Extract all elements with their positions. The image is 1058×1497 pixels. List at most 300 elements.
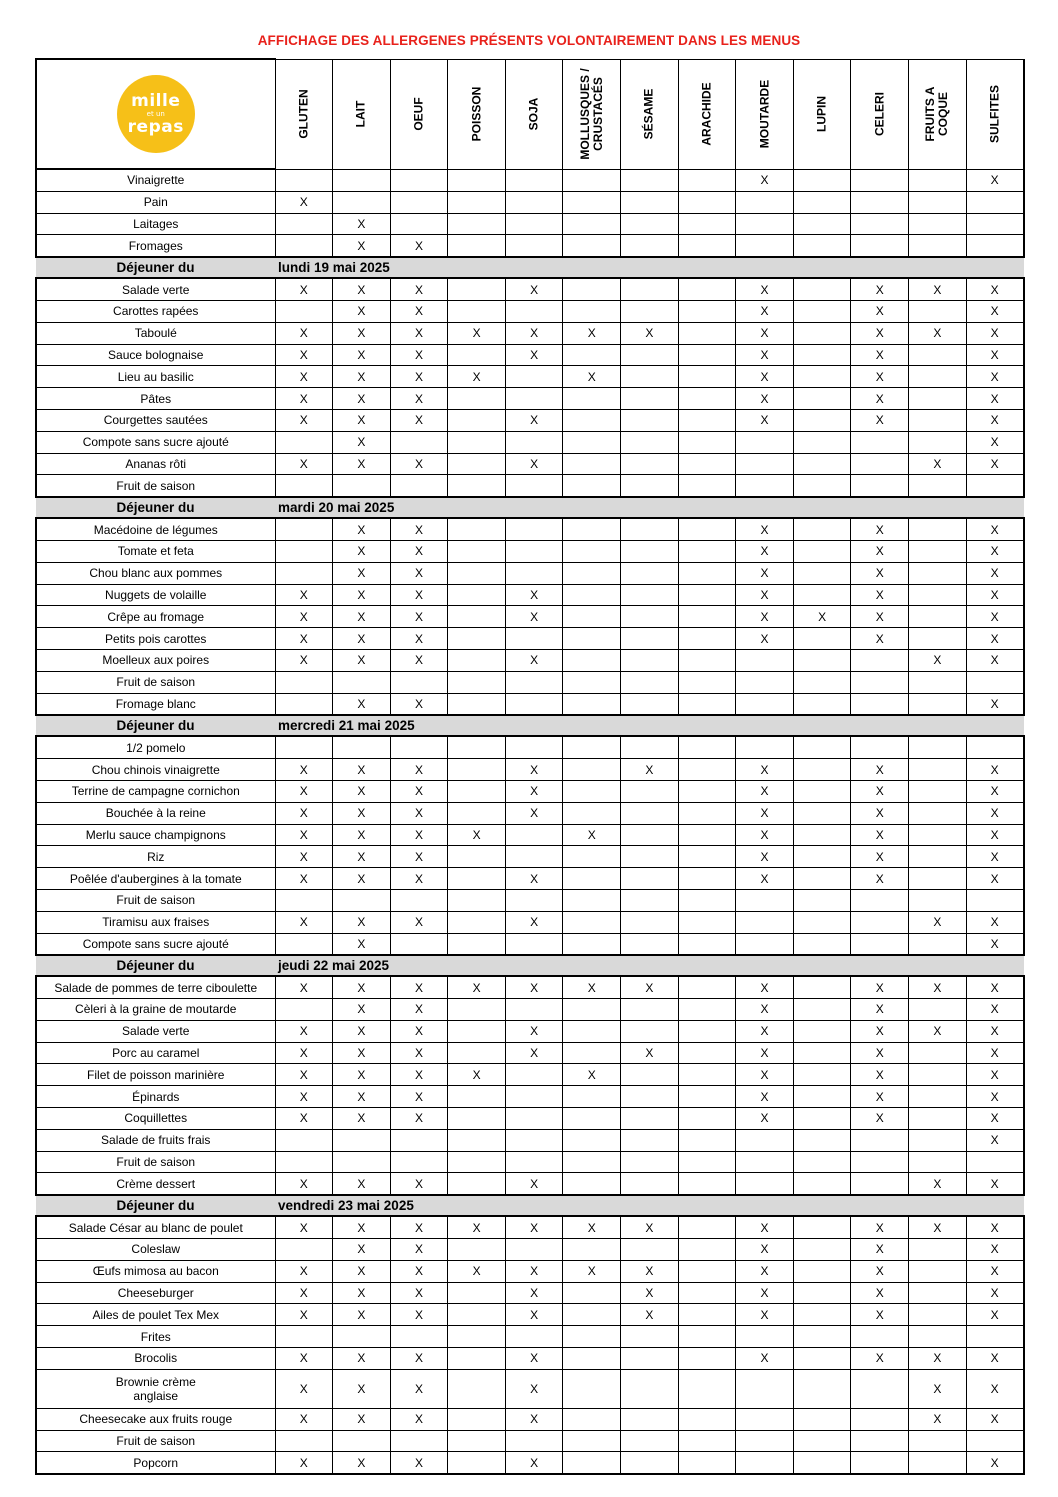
- allergen-mark: [909, 518, 967, 540]
- allergen-mark: X: [333, 1282, 391, 1304]
- allergen-mark: X: [505, 1260, 563, 1282]
- allergen-mark: X: [333, 518, 391, 540]
- header-row: [36, 59, 1024, 169]
- day-label: Déjeuner du: [36, 955, 275, 976]
- allergen-mark: [909, 933, 967, 955]
- allergen-mark: [851, 693, 909, 715]
- allergen-mark: X: [275, 1408, 333, 1430]
- allergen-mark: [678, 584, 736, 606]
- allergen-mark: [678, 1408, 736, 1430]
- allergen-mark: [909, 1452, 967, 1474]
- dish-name: Tiramisu aux fraises: [36, 911, 275, 933]
- allergen-mark: [793, 169, 851, 191]
- allergen-label: LAIT: [353, 100, 368, 128]
- allergen-mark: X: [736, 976, 794, 998]
- allergen-label: POISSON: [469, 86, 484, 142]
- allergen-mark: [563, 475, 621, 497]
- allergen-mark: [678, 628, 736, 650]
- day-date: jeudi 22 mai 2025: [275, 955, 1024, 976]
- dish-row: [36, 628, 1024, 650]
- allergen-mark: [563, 911, 621, 933]
- dish-row: [36, 736, 1024, 758]
- dish-name: Petits pois carottes: [36, 628, 275, 650]
- allergen-mark: [448, 1408, 506, 1430]
- allergen-mark: [448, 169, 506, 191]
- allergen-mark: [793, 388, 851, 410]
- allergen-mark: X: [851, 846, 909, 868]
- allergen-mark: X: [333, 409, 391, 431]
- allergen-mark: [909, 671, 967, 693]
- allergen-mark: X: [909, 1020, 967, 1042]
- allergen-mark: X: [333, 388, 391, 410]
- allergen-mark: [621, 453, 679, 475]
- allergen-mark: X: [448, 824, 506, 846]
- allergen-mark: X: [966, 1239, 1024, 1261]
- allergen-mark: [793, 1326, 851, 1348]
- allergen-mark: [793, 1408, 851, 1430]
- allergen-mark: [793, 824, 851, 846]
- allergen-mark: X: [966, 1369, 1024, 1408]
- allergen-mark: X: [966, 693, 1024, 715]
- allergen-header: [333, 59, 391, 169]
- allergen-mark: [909, 824, 967, 846]
- allergen-mark: [909, 388, 967, 410]
- allergen-mark: X: [851, 1304, 909, 1326]
- allergen-mark: [793, 1304, 851, 1326]
- allergen-mark: [505, 1326, 563, 1348]
- allergen-mark: [333, 1151, 391, 1173]
- dish-row: [36, 300, 1024, 322]
- allergen-mark: X: [448, 976, 506, 998]
- allergen-mark: [448, 300, 506, 322]
- allergen-mark: X: [390, 518, 448, 540]
- allergen-mark: [621, 1086, 679, 1108]
- allergen-mark: X: [966, 169, 1024, 191]
- allergen-mark: [505, 1108, 563, 1130]
- allergen-mark: X: [333, 431, 391, 453]
- dish-name: Fruit de saison: [36, 1430, 275, 1452]
- allergen-mark: X: [851, 1064, 909, 1086]
- allergen-mark: [448, 191, 506, 213]
- allergen-mark: [448, 540, 506, 562]
- allergen-label: CELERI: [872, 91, 887, 137]
- allergen-mark: [275, 235, 333, 257]
- allergen-mark: X: [333, 1348, 391, 1370]
- allergen-mark: [793, 235, 851, 257]
- allergen-mark: [851, 475, 909, 497]
- allergen-mark: X: [966, 1408, 1024, 1430]
- allergen-mark: [909, 736, 967, 758]
- allergen-mark: X: [333, 1042, 391, 1064]
- dish-name: Fruit de saison: [36, 475, 275, 497]
- allergen-mark: [621, 649, 679, 671]
- allergen-mark: X: [333, 606, 391, 628]
- allergen-mark: X: [966, 431, 1024, 453]
- allergen-mark: [793, 736, 851, 758]
- dish-name: Cheesecake aux fruits rouge: [36, 1408, 275, 1430]
- allergen-mark: [621, 518, 679, 540]
- allergen-mark: X: [390, 540, 448, 562]
- allergen-mark: [678, 933, 736, 955]
- allergen-mark: [966, 235, 1024, 257]
- allergen-mark: X: [736, 366, 794, 388]
- allergen-mark: [275, 169, 333, 191]
- allergen-mark: X: [736, 1216, 794, 1238]
- allergen-mark: X: [275, 868, 333, 890]
- allergen-mark: [505, 169, 563, 191]
- allergen-mark: [909, 846, 967, 868]
- allergen-mark: [563, 191, 621, 213]
- allergen-mark: [678, 1020, 736, 1042]
- dish-row: [36, 540, 1024, 562]
- allergen-mark: [563, 1282, 621, 1304]
- allergen-mark: X: [333, 802, 391, 824]
- allergen-mark: [678, 278, 736, 300]
- allergen-mark: [793, 1452, 851, 1474]
- allergen-mark: X: [333, 453, 391, 475]
- allergen-mark: X: [333, 213, 391, 235]
- allergen-mark: [505, 540, 563, 562]
- allergen-mark: X: [851, 999, 909, 1021]
- allergen-mark: X: [851, 1216, 909, 1238]
- dish-row: [36, 1452, 1024, 1474]
- allergen-mark: X: [505, 1042, 563, 1064]
- allergen-mark: X: [966, 584, 1024, 606]
- allergen-mark: [390, 736, 448, 758]
- allergen-mark: [909, 759, 967, 781]
- allergen-mark: X: [851, 759, 909, 781]
- allergen-mark: [678, 759, 736, 781]
- allergen-mark: X: [851, 300, 909, 322]
- allergen-mark: X: [505, 584, 563, 606]
- allergen-mark: [909, 1042, 967, 1064]
- allergen-mark: X: [966, 846, 1024, 868]
- allergen-mark: [563, 889, 621, 911]
- allergen-mark: X: [390, 976, 448, 998]
- dish-row: [36, 1260, 1024, 1282]
- allergen-mark: [448, 999, 506, 1021]
- allergen-mark: [390, 1151, 448, 1173]
- allergen-mark: [678, 1430, 736, 1452]
- allergen-mark: [793, 1260, 851, 1282]
- allergen-mark: [448, 802, 506, 824]
- dish-row: [36, 911, 1024, 933]
- allergen-mark: X: [390, 409, 448, 431]
- allergen-mark: X: [736, 388, 794, 410]
- allergen-mark: X: [966, 759, 1024, 781]
- allergen-mark: X: [966, 933, 1024, 955]
- allergen-mark: [793, 562, 851, 584]
- allergen-mark: X: [736, 1304, 794, 1326]
- allergen-mark: [505, 736, 563, 758]
- day-date: vendredi 23 mai 2025: [275, 1195, 1024, 1216]
- allergen-mark: [563, 300, 621, 322]
- allergen-mark: [390, 169, 448, 191]
- allergen-mark: [275, 213, 333, 235]
- allergen-header: [390, 59, 448, 169]
- allergen-mark: [621, 1326, 679, 1348]
- allergen-mark: [563, 846, 621, 868]
- dish-row: [36, 1151, 1024, 1173]
- allergen-mark: [678, 671, 736, 693]
- dish-name: Œufs mimosa au bacon: [36, 1260, 275, 1282]
- allergen-mark: [966, 1430, 1024, 1452]
- allergen-mark: [621, 191, 679, 213]
- allergen-mark: [621, 366, 679, 388]
- allergen-mark: [333, 475, 391, 497]
- dish-row: [36, 191, 1024, 213]
- allergen-mark: X: [390, 824, 448, 846]
- allergen-mark: [448, 649, 506, 671]
- allergen-mark: [678, 409, 736, 431]
- allergen-mark: X: [390, 1216, 448, 1238]
- dish-row: [36, 562, 1024, 584]
- allergen-mark: X: [333, 824, 391, 846]
- allergen-mark: X: [505, 759, 563, 781]
- allergen-mark: X: [621, 322, 679, 344]
- allergen-header: [621, 59, 679, 169]
- allergen-mark: [448, 1173, 506, 1195]
- allergen-mark: [563, 759, 621, 781]
- allergen-mark: X: [505, 409, 563, 431]
- dish-row: [36, 431, 1024, 453]
- dish-name: Merlu sauce champignons: [36, 824, 275, 846]
- allergen-mark: X: [851, 1282, 909, 1304]
- allergen-mark: [909, 868, 967, 890]
- dish-row: [36, 868, 1024, 890]
- dish-row: [36, 1304, 1024, 1326]
- dish-row: [36, 453, 1024, 475]
- allergen-mark: X: [505, 1304, 563, 1326]
- allergen-mark: X: [736, 1020, 794, 1042]
- allergen-mark: X: [390, 1282, 448, 1304]
- dish-row: [36, 518, 1024, 540]
- allergen-mark: [333, 191, 391, 213]
- allergen-mark: [275, 518, 333, 540]
- allergen-mark: [448, 431, 506, 453]
- allergen-mark: [909, 584, 967, 606]
- allergen-mark: [678, 999, 736, 1021]
- allergen-mark: [621, 1151, 679, 1173]
- allergen-mark: [448, 606, 506, 628]
- allergen-mark: [621, 409, 679, 431]
- allergen-label: MOLLUSQUES / CRUSTACÉS: [577, 68, 605, 160]
- allergen-mark: [793, 628, 851, 650]
- allergen-mark: [736, 671, 794, 693]
- dish-row: [36, 999, 1024, 1021]
- allergen-mark: X: [736, 1108, 794, 1130]
- dish-name: Poêlée d'aubergines à la tomate: [36, 868, 275, 890]
- dish-name: Pain: [36, 191, 275, 213]
- allergen-mark: [909, 169, 967, 191]
- allergen-mark: X: [851, 409, 909, 431]
- allergen-mark: X: [275, 388, 333, 410]
- allergen-mark: [563, 933, 621, 955]
- allergen-mark: X: [966, 344, 1024, 366]
- allergen-mark: [793, 780, 851, 802]
- allergen-mark: [678, 606, 736, 628]
- day-date: mardi 20 mai 2025: [275, 497, 1024, 518]
- dish-row: [36, 889, 1024, 911]
- allergen-mark: [678, 1369, 736, 1408]
- allergen-mark: [793, 868, 851, 890]
- allergen-mark: [563, 409, 621, 431]
- allergen-mark: X: [275, 322, 333, 344]
- dish-row: [36, 1282, 1024, 1304]
- allergen-mark: X: [333, 759, 391, 781]
- allergen-mark: X: [621, 1282, 679, 1304]
- allergen-mark: X: [736, 1042, 794, 1064]
- dish-row: [36, 802, 1024, 824]
- allergen-mark: [909, 1326, 967, 1348]
- allergen-mark: X: [390, 1086, 448, 1108]
- allergen-mark: X: [275, 1369, 333, 1408]
- day-label: Déjeuner du: [36, 257, 275, 278]
- allergen-mark: [621, 868, 679, 890]
- allergen-mark: X: [966, 300, 1024, 322]
- allergen-mark: [793, 1042, 851, 1064]
- allergen-mark: X: [966, 278, 1024, 300]
- dish-row: [36, 976, 1024, 998]
- dish-name: Coquillettes: [36, 1108, 275, 1130]
- allergen-mark: [275, 431, 333, 453]
- dish-row: [36, 759, 1024, 781]
- allergen-table: [35, 58, 1025, 1475]
- allergen-mark: X: [390, 1348, 448, 1370]
- dish-name: Salade verte: [36, 278, 275, 300]
- allergen-mark: [505, 235, 563, 257]
- allergen-mark: X: [333, 1173, 391, 1195]
- allergen-mark: [448, 1086, 506, 1108]
- allergen-mark: X: [736, 409, 794, 431]
- allergen-mark: X: [333, 1452, 391, 1474]
- allergen-mark: [505, 518, 563, 540]
- day-header-row: [36, 955, 1024, 976]
- allergen-mark: [678, 693, 736, 715]
- allergen-mark: X: [736, 1260, 794, 1282]
- allergen-mark: [333, 1430, 391, 1452]
- allergen-mark: [909, 475, 967, 497]
- allergen-mark: [678, 1064, 736, 1086]
- allergen-mark: X: [736, 322, 794, 344]
- allergen-mark: X: [390, 1020, 448, 1042]
- allergen-mark: [678, 736, 736, 758]
- allergen-mark: [621, 1369, 679, 1408]
- dish-row: [36, 388, 1024, 410]
- allergen-mark: [851, 431, 909, 453]
- allergen-mark: [621, 933, 679, 955]
- allergen-mark: X: [909, 278, 967, 300]
- allergen-mark: [736, 1129, 794, 1151]
- allergen-mark: X: [333, 999, 391, 1021]
- allergen-mark: X: [563, 1260, 621, 1282]
- allergen-mark: [563, 213, 621, 235]
- dish-name: Fromages: [36, 235, 275, 257]
- allergen-mark: [448, 1108, 506, 1130]
- allergen-mark: [563, 278, 621, 300]
- allergen-mark: [621, 278, 679, 300]
- allergen-mark: X: [275, 366, 333, 388]
- dish-name: Courgettes sautées: [36, 409, 275, 431]
- allergen-mark: [793, 540, 851, 562]
- allergen-mark: [448, 1369, 506, 1408]
- allergen-mark: [448, 1239, 506, 1261]
- allergen-mark: [851, 453, 909, 475]
- allergen-mark: X: [333, 235, 391, 257]
- allergen-header: [678, 59, 736, 169]
- allergen-mark: X: [851, 518, 909, 540]
- dish-row: [36, 780, 1024, 802]
- allergen-mark: [793, 911, 851, 933]
- dish-name: Fromage blanc: [36, 693, 275, 715]
- allergen-mark: [736, 1408, 794, 1430]
- allergen-mark: X: [448, 1260, 506, 1282]
- allergen-mark: [505, 213, 563, 235]
- allergen-mark: [563, 1239, 621, 1261]
- allergen-mark: X: [505, 780, 563, 802]
- allergen-mark: [563, 1304, 621, 1326]
- allergen-mark: [448, 671, 506, 693]
- allergen-mark: [793, 999, 851, 1021]
- allergen-mark: [909, 213, 967, 235]
- allergen-mark: X: [621, 976, 679, 998]
- allergen-mark: [505, 388, 563, 410]
- allergen-mark: [736, 911, 794, 933]
- allergen-mark: [621, 999, 679, 1021]
- allergen-mark: X: [966, 1064, 1024, 1086]
- allergen-mark: [390, 1129, 448, 1151]
- allergen-mark: [333, 671, 391, 693]
- allergen-mark: X: [851, 1348, 909, 1370]
- allergen-mark: [505, 1064, 563, 1086]
- allergen-mark: [851, 736, 909, 758]
- allergen-mark: [390, 1430, 448, 1452]
- dish-row: [36, 846, 1024, 868]
- allergen-mark: [563, 1020, 621, 1042]
- allergen-mark: [909, 235, 967, 257]
- allergen-mark: X: [275, 1042, 333, 1064]
- allergen-mark: [448, 1326, 506, 1348]
- allergen-mark: [678, 322, 736, 344]
- allergen-mark: [736, 235, 794, 257]
- allergen-mark: [851, 1452, 909, 1474]
- allergen-mark: [909, 606, 967, 628]
- allergen-mark: X: [966, 780, 1024, 802]
- allergen-mark: X: [333, 300, 391, 322]
- allergen-mark: X: [736, 169, 794, 191]
- allergen-mark: X: [390, 1108, 448, 1130]
- allergen-mark: X: [966, 1020, 1024, 1042]
- allergen-mark: X: [736, 344, 794, 366]
- allergen-mark: [678, 780, 736, 802]
- allergen-mark: [793, 1430, 851, 1452]
- allergen-mark: [505, 1086, 563, 1108]
- allergen-mark: X: [851, 628, 909, 650]
- allergen-mark: [505, 671, 563, 693]
- allergen-mark: X: [966, 1129, 1024, 1151]
- allergen-mark: X: [966, 518, 1024, 540]
- allergen-mark: X: [736, 584, 794, 606]
- allergen-mark: [793, 300, 851, 322]
- allergen-mark: [851, 911, 909, 933]
- allergen-mark: X: [966, 911, 1024, 933]
- allergen-mark: X: [390, 300, 448, 322]
- allergen-mark: X: [333, 584, 391, 606]
- allergen-mark: [736, 889, 794, 911]
- dish-row: [36, 824, 1024, 846]
- dish-name: Fruit de saison: [36, 889, 275, 911]
- allergen-mark: X: [563, 366, 621, 388]
